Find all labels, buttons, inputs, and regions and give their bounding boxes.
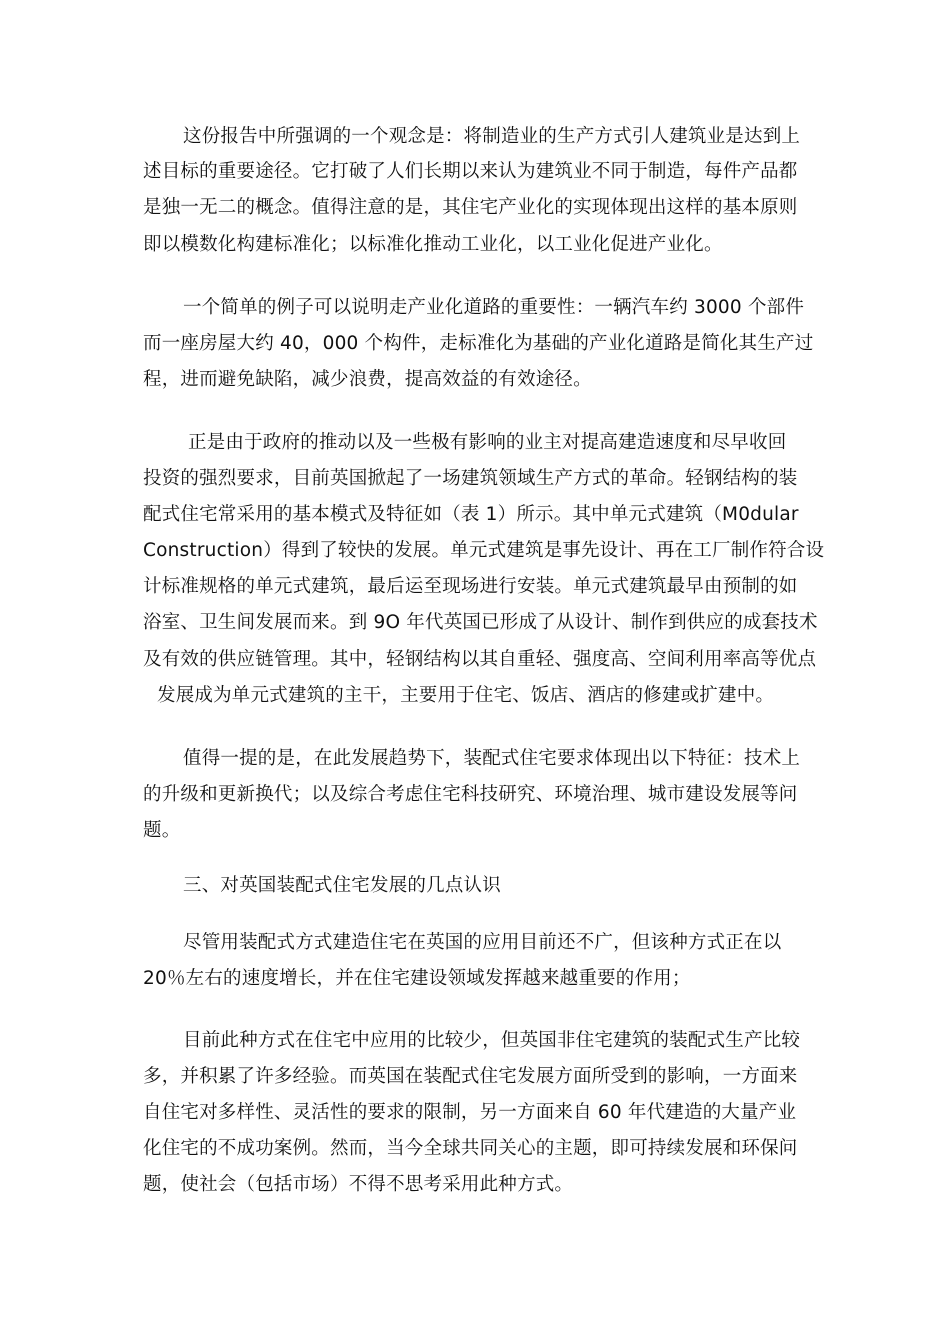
heading-text: 三、对英国装配式住宅发展的几点认识 [183, 875, 501, 896]
text-line: 自住宅对多样性、灵活性的要求的限制，另一方面来自 60 年代建造的大量产业 [143, 1102, 797, 1123]
text-line: 是独一无二的概念。值得注意的是，其住宅产业化的实现体现出这样的基本原则 [143, 197, 798, 218]
text-line: 及有效的供应链管理。其中，轻钢结构以其自重轻、强度高、空间利用率高等优点 [143, 649, 817, 670]
text-line: 一个简单的例子可以说明走产业化道路的重要性：一辆汽车约 3000 个部件 [183, 297, 805, 318]
text-line: 题。 [143, 820, 181, 841]
text-line: 即以模数化构建标准化；以标准化推动工业化，以工业化促进产业化。 [143, 234, 723, 255]
text-line: 尽管用装配式方式建造住宅在英国的应用目前还不广，但该种方式正在以 [183, 932, 782, 953]
text-line: 而一座房屋大约 40，000 个构件，走标准化为基础的产业化道路是简化其生产过 [143, 333, 814, 354]
text-line: 多，并积累了许多经验。而英国在装配式住宅发展方面所受到的影响，一方面来 [143, 1066, 798, 1087]
text-line: 值得一提的是，在此发展趋势下，装配式住宅要求体现出以下特征：技术上 [183, 748, 801, 769]
text-line: 的升级和更新换代；以及综合考虑住宅科技研究、环境治理、城市建设发展等问 [143, 784, 798, 805]
text-line: 这份报告中所强调的一个观念是：将制造业的生产方式引人建筑业是达到上 [183, 126, 801, 147]
text-line: 发展成为单元式建筑的主干，主要用于住宅、饭店、酒店的修建或扩建中。 [157, 685, 775, 706]
text-line: 述目标的重要途径。它打破了人们长期以来认为建筑业不同于制造，每件产品都 [143, 161, 798, 182]
text-line: 题，使社会（包括市场）不得不思考采用此种方式。 [143, 1174, 574, 1195]
text-line: 化住宅的不成功案例。然而，当今全球共同关心的主题，即可持续发展和环保问 [143, 1138, 798, 1159]
text-line: 计标准规格的单元式建筑，最后运至现场进行安装。单元式建筑最早由预制的如 [143, 576, 798, 597]
text-line: 20％左右的速度增长，并在住宅建设领域发挥越来越重要的作用； [143, 968, 691, 989]
text-line: 配式住宅常采用的基本模式及特征如（表 1）所示。其中单元式建筑（M0dular [143, 504, 799, 525]
text-line: Construction）得到了较快的发展。单元式建筑是事先设计、再在工厂制作符合设 [143, 540, 825, 561]
text-line: 目前此种方式在住宅中应用的比较少，但英国非住宅建筑的装配式生产比较 [183, 1030, 801, 1051]
text-line: 程，进而避免缺陷，减少浪费，提高效益的有效途径。 [143, 369, 592, 390]
text-line: 浴室、卫生间发展而来。到 9O 年代英国已形成了从设计、制作到供应的成套技术 [143, 612, 818, 633]
text-line: 投资的强烈要求，目前英国掀起了一场建筑领域生产方式的革命。轻钢结构的装 [143, 468, 798, 489]
text-line: 正是由于政府的推动以及一些极有影响的业主对提高建造速度和尽早收回 [188, 432, 787, 453]
